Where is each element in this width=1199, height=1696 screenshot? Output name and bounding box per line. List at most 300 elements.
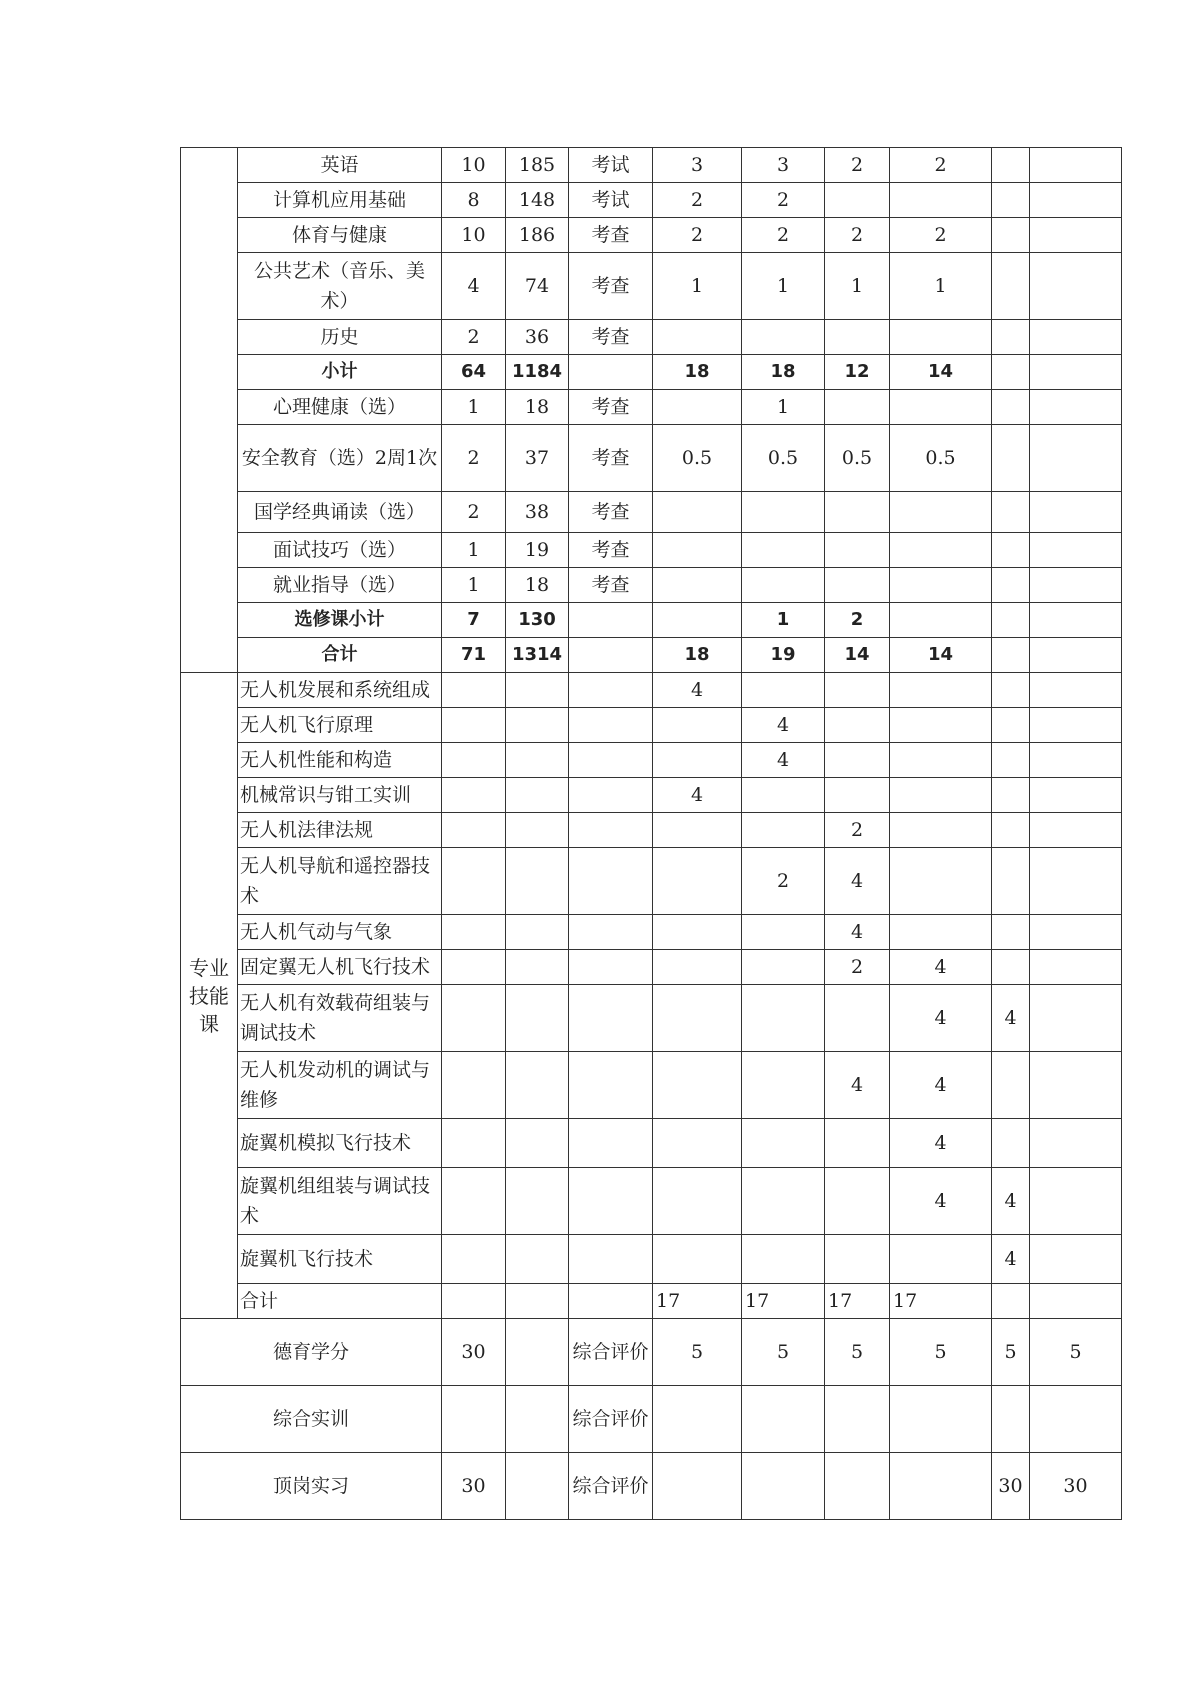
assessment	[569, 1284, 653, 1319]
sem-4	[890, 390, 992, 425]
assessment	[569, 1119, 653, 1168]
item-name: 综合实训	[181, 1386, 442, 1453]
sem-6: 5	[1030, 1319, 1122, 1386]
course-name: 旋翼机组组装与调试技术	[238, 1168, 442, 1235]
table-row	[181, 492, 1122, 533]
sem-3: 4	[825, 848, 890, 915]
sem-5: 4	[992, 985, 1030, 1052]
course-name: 旋翼机模拟飞行技术	[238, 1119, 442, 1168]
course-name: 合计	[238, 638, 442, 673]
sem-6	[1030, 183, 1122, 218]
course-name: 无人机发展和系统组成	[238, 673, 442, 708]
sem-3: 2	[825, 603, 890, 638]
sem-5: 4	[992, 1235, 1030, 1284]
sem-3	[825, 492, 890, 533]
assessment	[569, 1235, 653, 1284]
credits	[442, 778, 506, 813]
sem-4: 4	[890, 985, 992, 1052]
sem-4	[890, 533, 992, 568]
sem-6	[1030, 778, 1122, 813]
sem-5	[992, 355, 1030, 390]
course-name: 无人机发动机的调试与维修	[238, 1052, 442, 1119]
credits: 1	[442, 568, 506, 603]
course-name: 合计	[238, 1284, 442, 1319]
table-row	[181, 848, 1122, 915]
sem-1: 18	[653, 355, 742, 390]
sem-3	[825, 320, 890, 355]
table-row	[181, 915, 1122, 950]
credits	[442, 1284, 506, 1319]
sem-5	[992, 778, 1030, 813]
sem-6	[1030, 1119, 1122, 1168]
sem-1: 0.5	[653, 425, 742, 492]
sem-4	[890, 1386, 992, 1453]
assessment	[569, 743, 653, 778]
course-name: 无人机有效载荷组装与调试技术	[238, 985, 442, 1052]
sem-1: 18	[653, 638, 742, 673]
sem-4	[890, 743, 992, 778]
credits: 2	[442, 492, 506, 533]
sem-4	[890, 1235, 992, 1284]
sem-6	[1030, 813, 1122, 848]
sem-5	[992, 950, 1030, 985]
course-name: 无人机飞行原理	[238, 708, 442, 743]
table-row	[181, 218, 1122, 253]
hours	[506, 1235, 569, 1284]
sem-2: 2	[742, 183, 825, 218]
assessment: 考查	[569, 568, 653, 603]
assessment	[569, 638, 653, 673]
sem-3	[825, 568, 890, 603]
sem-4: 17	[890, 1284, 992, 1319]
assessment	[569, 848, 653, 915]
sem-1	[653, 603, 742, 638]
credits	[442, 813, 506, 848]
sem-1: 4	[653, 778, 742, 813]
table-row	[181, 320, 1122, 355]
sem-5	[992, 1052, 1030, 1119]
credits	[442, 673, 506, 708]
sem-3	[825, 985, 890, 1052]
sem-6	[1030, 950, 1122, 985]
assessment	[569, 778, 653, 813]
course-name: 国学经典诵读（选）	[238, 492, 442, 533]
course-name: 安全教育（选）2周1次	[238, 425, 442, 492]
sem-6	[1030, 355, 1122, 390]
credits	[442, 1168, 506, 1235]
sem-6	[1030, 1235, 1122, 1284]
sem-5	[992, 1386, 1030, 1453]
sem-2	[742, 673, 825, 708]
pro-total-row	[181, 1284, 1122, 1319]
sem-2	[742, 568, 825, 603]
sem-6	[1030, 492, 1122, 533]
sem-3	[825, 1235, 890, 1284]
sem-6	[1030, 1052, 1122, 1119]
credits	[442, 743, 506, 778]
course-name: 就业指导（选）	[238, 568, 442, 603]
assessment	[569, 603, 653, 638]
sem-4: 4	[890, 950, 992, 985]
sem-2	[742, 320, 825, 355]
sem-2: 2	[742, 218, 825, 253]
sem-5: 4	[992, 1168, 1030, 1235]
course-name: 旋翼机飞行技术	[238, 1235, 442, 1284]
hours	[506, 985, 569, 1052]
table-row	[181, 1168, 1122, 1235]
sem-2	[742, 1052, 825, 1119]
sem-4	[890, 183, 992, 218]
sem-2	[742, 778, 825, 813]
assessment: 考查	[569, 492, 653, 533]
course-plan-sheet	[180, 147, 1122, 1520]
credits	[442, 708, 506, 743]
table-row	[181, 985, 1122, 1052]
sem-6	[1030, 915, 1122, 950]
table-row	[181, 390, 1122, 425]
sem-3	[825, 1168, 890, 1235]
sem-4	[890, 778, 992, 813]
sem-1	[653, 1386, 742, 1453]
sem-3: 17	[825, 1284, 890, 1319]
assessment	[569, 915, 653, 950]
sem-1: 4	[653, 673, 742, 708]
hours: 185	[506, 148, 569, 183]
credits: 10	[442, 218, 506, 253]
sem-1	[653, 950, 742, 985]
sem-5	[992, 673, 1030, 708]
sem-6	[1030, 1168, 1122, 1235]
table-row	[181, 778, 1122, 813]
sem-1	[653, 1168, 742, 1235]
sem-3: 2	[825, 950, 890, 985]
sem-5	[992, 492, 1030, 533]
table-row	[181, 425, 1122, 492]
credits	[442, 1235, 506, 1284]
sem-6	[1030, 425, 1122, 492]
sem-1	[653, 915, 742, 950]
sem-6	[1030, 743, 1122, 778]
sem-3: 1	[825, 253, 890, 320]
sem-2	[742, 1386, 825, 1453]
sem-6	[1030, 390, 1122, 425]
table-row	[181, 673, 1122, 708]
sem-4: 14	[890, 638, 992, 673]
assessment: 考查	[569, 533, 653, 568]
sem-5	[992, 638, 1030, 673]
sem-2	[742, 950, 825, 985]
hours	[506, 950, 569, 985]
assessment	[569, 355, 653, 390]
credits: 30	[442, 1453, 506, 1520]
sem-2	[742, 1168, 825, 1235]
assessment: 综合评价	[569, 1453, 653, 1520]
assessment: 考试	[569, 148, 653, 183]
sem-1: 1	[653, 253, 742, 320]
bottom-row	[181, 1386, 1122, 1453]
sem-5	[992, 813, 1030, 848]
hours	[506, 778, 569, 813]
sem-6	[1030, 1386, 1122, 1453]
sem-5	[992, 253, 1030, 320]
bottom-row	[181, 1319, 1122, 1386]
credits	[442, 915, 506, 950]
hours: 38	[506, 492, 569, 533]
sem-5	[992, 1284, 1030, 1319]
assessment	[569, 673, 653, 708]
sem-6	[1030, 568, 1122, 603]
sem-2	[742, 1453, 825, 1520]
table-row	[181, 148, 1122, 183]
sem-4	[890, 708, 992, 743]
bottom-row	[181, 1453, 1122, 1520]
assessment	[569, 1052, 653, 1119]
sem-3	[825, 743, 890, 778]
credits: 7	[442, 603, 506, 638]
course-name: 计算机应用基础	[238, 183, 442, 218]
sem-3	[825, 533, 890, 568]
sem-3: 5	[825, 1319, 890, 1386]
credits	[442, 848, 506, 915]
sem-4: 4	[890, 1119, 992, 1168]
hours	[506, 1052, 569, 1119]
sem-4: 2	[890, 148, 992, 183]
sem-1	[653, 1235, 742, 1284]
assessment: 考试	[569, 183, 653, 218]
course-name: 英语	[238, 148, 442, 183]
sem-4	[890, 848, 992, 915]
course-name: 选修课小计	[238, 603, 442, 638]
sem-1	[653, 813, 742, 848]
sem-3: 4	[825, 1052, 890, 1119]
sem-5	[992, 425, 1030, 492]
sem-1: 5	[653, 1319, 742, 1386]
sem-4	[890, 320, 992, 355]
sem-5	[992, 743, 1030, 778]
sem-5	[992, 1119, 1030, 1168]
credits: 8	[442, 183, 506, 218]
course-plan-table	[180, 147, 1122, 1520]
sem-1	[653, 708, 742, 743]
hours: 1314	[506, 638, 569, 673]
hours	[506, 1386, 569, 1453]
table-row	[181, 568, 1122, 603]
assessment: 综合评价	[569, 1386, 653, 1453]
credits: 10	[442, 148, 506, 183]
assessment	[569, 813, 653, 848]
hours: 18	[506, 390, 569, 425]
course-name: 历史	[238, 320, 442, 355]
credits: 2	[442, 425, 506, 492]
sem-1: 2	[653, 183, 742, 218]
sem-4: 2	[890, 218, 992, 253]
item-name: 顶岗实习	[181, 1453, 442, 1520]
table-row	[181, 183, 1122, 218]
sem-6	[1030, 533, 1122, 568]
credits: 1	[442, 533, 506, 568]
hours	[506, 848, 569, 915]
course-name: 无人机法律法规	[238, 813, 442, 848]
sem-2: 19	[742, 638, 825, 673]
credits	[442, 1119, 506, 1168]
sem-4: 0.5	[890, 425, 992, 492]
sem-2: 1	[742, 603, 825, 638]
sem-2: 2	[742, 848, 825, 915]
assessment	[569, 708, 653, 743]
assessment	[569, 1168, 653, 1235]
public-category-cell	[181, 148, 238, 673]
total-row	[181, 638, 1122, 673]
sem-4	[890, 915, 992, 950]
sem-6	[1030, 708, 1122, 743]
credits	[442, 1052, 506, 1119]
sem-5	[992, 148, 1030, 183]
sem-3	[825, 1386, 890, 1453]
sem-4	[890, 492, 992, 533]
sem-2: 1	[742, 253, 825, 320]
sem-5	[992, 533, 1030, 568]
sem-2: 3	[742, 148, 825, 183]
sem-3: 2	[825, 148, 890, 183]
sem-4	[890, 813, 992, 848]
sem-2: 1	[742, 390, 825, 425]
sem-4	[890, 568, 992, 603]
hours	[506, 1453, 569, 1520]
sem-3	[825, 183, 890, 218]
sem-6: 30	[1030, 1453, 1122, 1520]
item-name: 德育学分	[181, 1319, 442, 1386]
sem-1: 3	[653, 148, 742, 183]
hours	[506, 813, 569, 848]
credits: 4	[442, 253, 506, 320]
credits	[442, 1386, 506, 1453]
sem-5	[992, 603, 1030, 638]
sem-6	[1030, 218, 1122, 253]
table-row	[181, 708, 1122, 743]
sem-1	[653, 743, 742, 778]
sem-5	[992, 320, 1030, 355]
course-name: 机械常识与钳工实训	[238, 778, 442, 813]
sem-6	[1030, 320, 1122, 355]
hours: 74	[506, 253, 569, 320]
sem-1	[653, 848, 742, 915]
assessment: 考查	[569, 320, 653, 355]
sem-4: 5	[890, 1319, 992, 1386]
table-row	[181, 533, 1122, 568]
sem-3	[825, 673, 890, 708]
hours	[506, 1319, 569, 1386]
sem-3: 2	[825, 813, 890, 848]
sem-2	[742, 1119, 825, 1168]
credits: 1	[442, 390, 506, 425]
course-name: 固定翼无人机飞行技术	[238, 950, 442, 985]
sem-1	[653, 985, 742, 1052]
sem-4: 14	[890, 355, 992, 390]
sem-2	[742, 492, 825, 533]
credits	[442, 985, 506, 1052]
sem-3: 12	[825, 355, 890, 390]
subtotal-row	[181, 355, 1122, 390]
sem-3	[825, 390, 890, 425]
hours	[506, 1119, 569, 1168]
sem-4: 1	[890, 253, 992, 320]
table-row	[181, 1119, 1122, 1168]
hours	[506, 915, 569, 950]
sem-5	[992, 218, 1030, 253]
sem-1: 2	[653, 218, 742, 253]
subtotal-row	[181, 603, 1122, 638]
assessment: 考查	[569, 218, 653, 253]
course-name: 面试技巧（选）	[238, 533, 442, 568]
table-row	[181, 1052, 1122, 1119]
course-name: 无人机性能和构造	[238, 743, 442, 778]
hours: 19	[506, 533, 569, 568]
sem-2	[742, 533, 825, 568]
sem-6	[1030, 638, 1122, 673]
sem-2: 18	[742, 355, 825, 390]
course-name: 无人机导航和遥控器技术	[238, 848, 442, 915]
hours: 37	[506, 425, 569, 492]
sem-1	[653, 1119, 742, 1168]
sem-3	[825, 1453, 890, 1520]
table-row	[181, 1235, 1122, 1284]
sem-6	[1030, 985, 1122, 1052]
sem-1	[653, 492, 742, 533]
course-name: 公共艺术（音乐、美术）	[238, 253, 442, 320]
sem-5	[992, 915, 1030, 950]
sem-3: 0.5	[825, 425, 890, 492]
credits: 71	[442, 638, 506, 673]
sem-3: 14	[825, 638, 890, 673]
hours	[506, 673, 569, 708]
assessment	[569, 985, 653, 1052]
sem-6	[1030, 603, 1122, 638]
sem-1	[653, 568, 742, 603]
assessment: 考查	[569, 425, 653, 492]
sem-4	[890, 673, 992, 708]
credits: 2	[442, 320, 506, 355]
sem-2: 17	[742, 1284, 825, 1319]
hours: 186	[506, 218, 569, 253]
sem-6	[1030, 1284, 1122, 1319]
sem-2: 4	[742, 743, 825, 778]
sem-2: 0.5	[742, 425, 825, 492]
sem-2: 4	[742, 708, 825, 743]
sem-6	[1030, 148, 1122, 183]
sem-5	[992, 568, 1030, 603]
table-row	[181, 253, 1122, 320]
sem-5	[992, 848, 1030, 915]
sem-4	[890, 603, 992, 638]
sem-3: 4	[825, 915, 890, 950]
course-name: 体育与健康	[238, 218, 442, 253]
course-name: 无人机气动与气象	[238, 915, 442, 950]
sem-3	[825, 778, 890, 813]
sem-1	[653, 320, 742, 355]
credits: 30	[442, 1319, 506, 1386]
sem-4: 4	[890, 1052, 992, 1119]
sem-4: 4	[890, 1168, 992, 1235]
course-name: 心理健康（选）	[238, 390, 442, 425]
hours	[506, 1284, 569, 1319]
sem-1	[653, 533, 742, 568]
sem-2: 5	[742, 1319, 825, 1386]
sem-3	[825, 708, 890, 743]
assessment: 考查	[569, 253, 653, 320]
hours	[506, 743, 569, 778]
assessment: 综合评价	[569, 1319, 653, 1386]
hours	[506, 708, 569, 743]
